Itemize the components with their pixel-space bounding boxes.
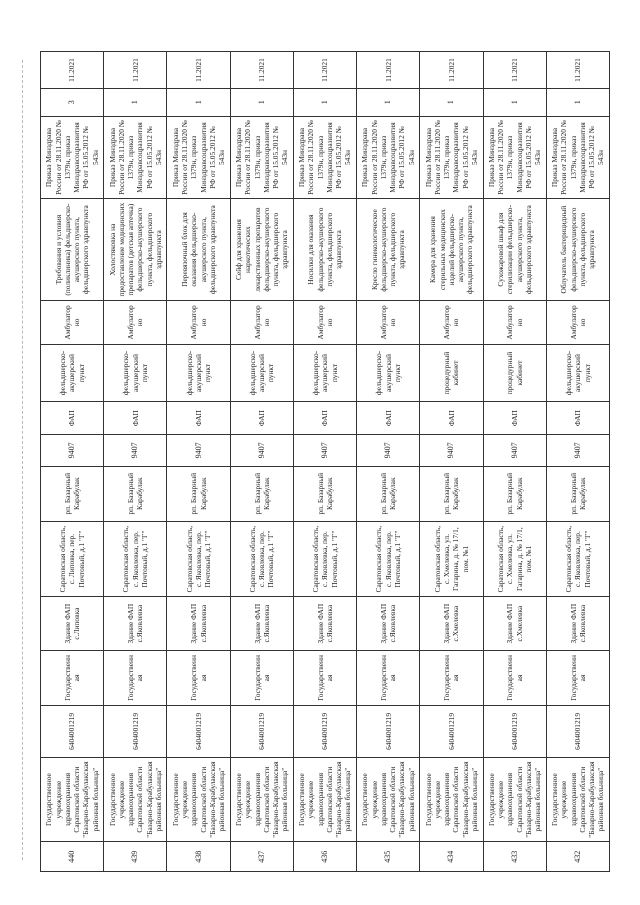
- table-row: [41, 52, 104, 872]
- cell-num: 432: [546, 842, 609, 872]
- cell-services: Камера для хранения стерильных медицинских изделий фельдшерско-акушерского пункта, фельдшерского здравпункта: [420, 199, 483, 300]
- cell-num: 434: [420, 842, 483, 872]
- cell-ownership: Государственная: [167, 650, 230, 705]
- cell-address: Саратовская область, с. Яковлевка, пер. Почтовый, д.1 "Г": [104, 521, 167, 597]
- cell-year: 11.2021: [230, 52, 293, 89]
- cell-code: 9407: [167, 435, 230, 466]
- cell-unit: фельдшерско-акушерский пункт: [546, 344, 609, 401]
- cell-care: Амбулаторно: [230, 300, 293, 344]
- cell-settlement: рп. Базарный Карабулак: [357, 466, 420, 521]
- cell-unit: процедурный кабинет: [483, 344, 546, 401]
- cell-type: ФАП: [167, 402, 230, 435]
- cell-num: 433: [483, 842, 546, 872]
- rotated-page: [40, 52, 610, 872]
- cell-services: Кресло гинекологическое фельдшерско-акушерского пункта, фельдшерского здравпункта: [357, 199, 420, 300]
- cell-building: Здание ФАП с.Яковлевка: [293, 597, 356, 650]
- cell-year: 11.2021: [420, 52, 483, 89]
- cell-care: Амбулаторно: [420, 300, 483, 344]
- cell-code: 9407: [104, 435, 167, 466]
- cell-owner: Государственное учреждение здравоохранения Саратовской области "Базарно-Карабулакская районная больница": [293, 757, 356, 842]
- cell-type: ФАП: [420, 402, 483, 435]
- cell-year: 11.2021: [41, 52, 104, 89]
- cell-inn: 6404001219: [483, 706, 546, 758]
- cell-care: Амбулаторно: [483, 300, 546, 344]
- cell-address: Саратовская область, с. Хмелевка, ул. Гагарина, д. № 17/1, пом. №1: [420, 521, 483, 597]
- cell-services: Требования и условия (поликлиника) фельдшерско-акушерского пункта, фельдшерского здравпункта: [41, 199, 104, 300]
- cell-unit: фельдшерско-акушерский пункт: [357, 344, 420, 401]
- cell-year: 11.2021: [357, 52, 420, 89]
- cell-count: 1: [167, 88, 230, 116]
- cell-year: 11.2021: [104, 52, 167, 89]
- cell-ownership: Государственная: [104, 650, 167, 705]
- cell-services: Носилки для оказания фельдшерско-акушерского пункта, фельдшерского здравпункта: [293, 199, 356, 300]
- cell-num: 437: [230, 842, 293, 872]
- cell-owner: Государственное учреждение здравоохранения Саратовской области "Базарно-Карабулакская районная больница": [483, 757, 546, 842]
- cell-year: 11.2021: [546, 52, 609, 89]
- cell-building: Здание ФАП с.Хмелевка: [483, 597, 546, 650]
- table-container: [40, 52, 610, 872]
- cell-count: 1: [546, 88, 609, 116]
- table-row: [104, 52, 167, 872]
- cell-address: Саратовская область, с. Яковлевка, пер. Почтовый, д.1 "Г": [546, 521, 609, 597]
- cell-ownership: Государственная: [483, 650, 546, 705]
- cell-unit: фельдшерско-акушерский пункт: [167, 344, 230, 401]
- cell-settlement: рп. Базарный Карабулак: [546, 466, 609, 521]
- cell-orders: Приказ Минздрава России от 28.11.2020 № 1379н, приказ Минздравсоцразвития РФ от 15.05.2012 № 543н: [483, 116, 546, 199]
- cell-inn: 6404001219: [546, 706, 609, 758]
- cell-building: Здание ФАП с.Липовка: [41, 597, 104, 650]
- cell-type: ФАП: [546, 402, 609, 435]
- cell-count: 1: [483, 88, 546, 116]
- cell-code: 9407: [483, 435, 546, 466]
- cell-count: 1: [293, 88, 356, 116]
- cell-care: Амбулаторно: [546, 300, 609, 344]
- cell-building: Здание ФАП с.Яковлевка: [546, 597, 609, 650]
- cell-type: ФАП: [230, 402, 293, 435]
- cell-services: Сухожаровой шкаф для стерилизации фельдшерско-акушерского пункта, фельдшерского здравпункта: [483, 199, 546, 300]
- cell-type: ФАП: [41, 402, 104, 435]
- table-row: [483, 52, 546, 872]
- cell-type: ФАП: [293, 402, 356, 435]
- cell-num: 440: [41, 842, 104, 872]
- cell-settlement: рп. Базарный Карабулак: [104, 466, 167, 521]
- cell-orders: Приказ Минздрава России от 28.11.2020 № 1379н, приказ Минздравсоцразвития РФ от 15.05.2012 № 543н: [420, 116, 483, 199]
- cell-address: Саратовская область, с. Яковлевка, пер. Почтовый, д.1 "Г": [230, 521, 293, 597]
- cell-services: Сейф для хранения наркотических лекарственных препаратов фельдшерско-акушерского пункта, фельдшерского здравпункта: [230, 199, 293, 300]
- table-row: [357, 52, 420, 872]
- cell-year: 11.2021: [483, 52, 546, 89]
- cell-code: 9407: [41, 435, 104, 466]
- cell-building: Здание ФАП с.Яковлевка: [230, 597, 293, 650]
- cell-inn: 6404001219: [230, 706, 293, 758]
- cell-settlement: рп. Базарный Карабулак: [483, 466, 546, 521]
- cell-count: 1: [420, 88, 483, 116]
- binding-margin-line: [22, 60, 35, 860]
- cell-unit: фельдшерско-акушерский пункт: [293, 344, 356, 401]
- cell-ownership: Государственная: [41, 650, 104, 705]
- cell-care: Амбулаторно: [41, 300, 104, 344]
- cell-orders: Приказ Минздрава России от 28.11.2020 № 1379н, приказ Минздравсоцразвития РФ от 15.05.2012 № 543н: [41, 116, 104, 199]
- cell-building: Здание ФАП с.Яковлевка: [104, 597, 167, 650]
- cell-num: 438: [167, 842, 230, 872]
- cell-year: 11.2021: [293, 52, 356, 89]
- cell-unit: процедурный кабинет: [420, 344, 483, 401]
- cell-ownership: Государственная: [546, 650, 609, 705]
- cell-owner: Государственное учреждение здравоохранения Саратовской области "Базарно-Карабулакская районная больница": [104, 757, 167, 842]
- cell-owner: Государственное учреждение здравоохранения Саратовской области "Базарно-Карабулакская районная больница": [357, 757, 420, 842]
- cell-code: 9407: [230, 435, 293, 466]
- cell-owner: Государственное учреждение здравоохранения Саратовской области "Базарно-Карабулакская районная больница": [167, 757, 230, 842]
- cell-code: 9407: [420, 435, 483, 466]
- cell-inn: 6404001219: [420, 706, 483, 758]
- table-row: [546, 52, 609, 872]
- cell-orders: Приказ Минздрава России от 28.11.2020 № 1379н, приказ Минздравсоцразвития РФ от 15.05.2012 № 543н: [293, 116, 356, 199]
- cell-unit: фельдшерско-акушерский пункт: [230, 344, 293, 401]
- cell-services: Облучатель бактерицидный фельдшерско-акушерского пункта, фельдшерского здравпункта: [546, 199, 609, 300]
- cell-ownership: Государственная: [420, 650, 483, 705]
- cell-year: 11.2021: [167, 52, 230, 89]
- cell-count: 1: [357, 88, 420, 116]
- cell-type: ФАП: [483, 402, 546, 435]
- cell-settlement: рп. Базарный Карабулак: [230, 466, 293, 521]
- cell-owner: Государственное учреждение здравоохранения Саратовской области "Базарно-Карабулакская районная больница": [420, 757, 483, 842]
- cell-owner: Государственное учреждение здравоохранения Саратовской области "Базарно-Карабулакская районная больница": [41, 757, 104, 842]
- cell-inn: 6404001219: [293, 706, 356, 758]
- cell-care: Амбулаторно: [104, 300, 167, 344]
- cell-count: 3: [41, 88, 104, 116]
- cell-code: 9407: [546, 435, 609, 466]
- cell-code: 9407: [357, 435, 420, 466]
- cell-num: 436: [293, 842, 356, 872]
- cell-address: Саратовская область, с. Яковлевка, пер. Почтовый, д.1 "Г": [357, 521, 420, 597]
- cell-orders: Приказ Минздрава России от 28.11.2020 № 1379н, приказ Минздравсоцразвития РФ от 15.05.2012 № 543н: [104, 116, 167, 199]
- cell-count: 1: [230, 88, 293, 116]
- cell-settlement: рп. Базарный Карабулак: [420, 466, 483, 521]
- cell-inn: 6404001219: [104, 706, 167, 758]
- cell-inn: 6404001219: [357, 706, 420, 758]
- cell-unit: фельдшерско-акушерский пункт: [104, 344, 167, 401]
- cell-inn: 6404001219: [167, 706, 230, 758]
- cell-orders: Приказ Минздрава России от 28.11.2020 № 1379н, приказ Минздравсоцразвития РФ от 15.05.2012 № 543н: [167, 116, 230, 199]
- cell-ownership: Государственная: [293, 650, 356, 705]
- cell-building: Здание ФАП с.Яковлевка: [167, 597, 230, 650]
- table-row: [230, 52, 293, 872]
- cell-num: 435: [357, 842, 420, 872]
- cell-care: Амбулаторно: [357, 300, 420, 344]
- cell-type: ФАП: [104, 402, 167, 435]
- cell-address: Саратовская область, с. Яковлевка, пер. Почтовый, д.1 "Г": [293, 521, 356, 597]
- cell-care: Амбулаторно: [293, 300, 356, 344]
- cell-unit: фельдшерско-акушерский пункт: [41, 344, 104, 401]
- cell-inn: 6404001219: [41, 706, 104, 758]
- cell-settlement: рп. Базарный Карабулак: [41, 466, 104, 521]
- cell-count: 1: [104, 88, 167, 116]
- equipment-table: [40, 51, 610, 872]
- cell-address: Саратовская область, с. Липовка, пер. Почтовый, д.1 "Г": [41, 521, 104, 597]
- cell-type: ФАП: [357, 402, 420, 435]
- cell-address: Саратовская область, с. Хмелевка, ул. Гагарина, д. № 17/1, пом. №1: [483, 521, 546, 597]
- cell-owner: Государственное учреждение здравоохранения Саратовской области "Базарно-Карабулакская районная больница": [546, 757, 609, 842]
- table-row: [167, 52, 230, 872]
- table-row: [420, 52, 483, 872]
- cell-building: Здание ФАП с.Хмелевка: [420, 597, 483, 650]
- cell-services: Перевязочный блок для оказания фельдшерско-акушерского пункта, фельдшерского здравпункта: [167, 199, 230, 300]
- cell-settlement: рп. Базарный Карабулак: [293, 466, 356, 521]
- cell-care: Амбулаторно: [167, 300, 230, 344]
- cell-code: 9407: [293, 435, 356, 466]
- cell-orders: Приказ Минздрава России от 28.11.2020 № 1379н, приказ Минздравсоцразвития РФ от 15.05.2012 № 543н: [230, 116, 293, 199]
- table-row: [293, 52, 356, 872]
- cell-building: Здание ФАП с.Яковлевка: [357, 597, 420, 650]
- cell-orders: Приказ Минздрава России от 28.11.2020 № 1379н, приказ Минздравсоцразвития РФ от 15.05.2012 № 543н: [357, 116, 420, 199]
- cell-ownership: Государственная: [230, 650, 293, 705]
- cell-address: Саратовская область, с. Яковлевка, пер. Почтовый, д.1 "Г": [167, 521, 230, 597]
- cell-owner: Государственное учреждение здравоохранения Саратовской области "Базарно-Карабулакская районная больница": [230, 757, 293, 842]
- cell-orders: Приказ Минздрава России от 28.11.2020 № 1379н, приказ Минздравсоцразвития РФ от 15.05.2012 № 543н: [546, 116, 609, 199]
- cell-services: Холостяковка на предоставление медицинских препаратов (детская аптечка) фельдшерско-акушерского пункта, фельдшерского здравпункта: [104, 199, 167, 300]
- cell-ownership: Государственная: [357, 650, 420, 705]
- cell-settlement: рп. Базарный Карабулак: [167, 466, 230, 521]
- cell-num: 439: [104, 842, 167, 872]
